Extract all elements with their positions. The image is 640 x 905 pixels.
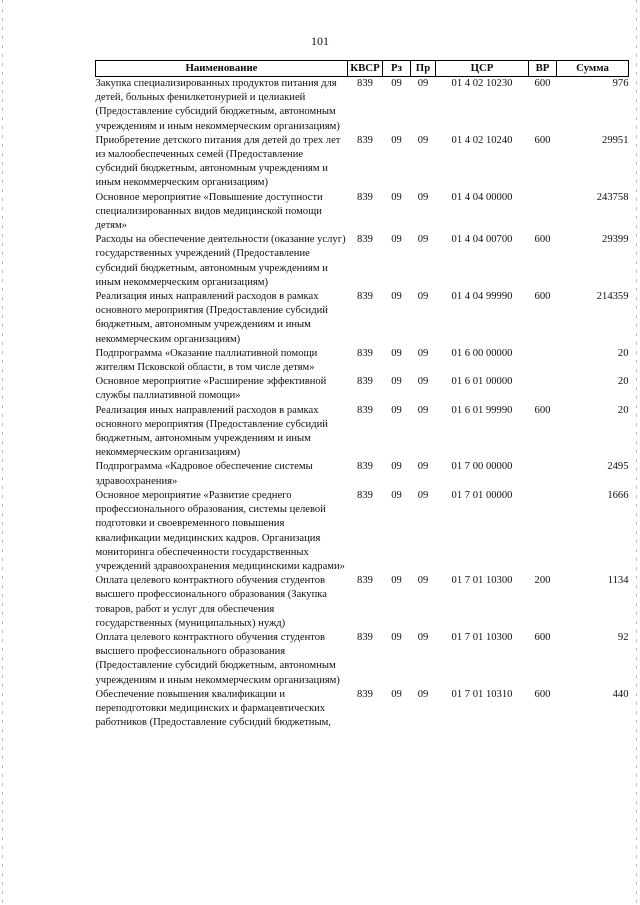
cell-csr: 01 4 04 99990	[451, 291, 513, 303]
cell-sum: 440	[612, 688, 629, 700]
cell-name: Приобретение детского питания для детей до трех лет из малообеспеченных семей (Предоставление субсидий бюджетным, автономным учреждениям и иным некоммерческим организациям)	[95, 134, 341, 189]
cell-csr: 01 4 04 00700	[451, 234, 513, 246]
cell-name: Подпрограмма «Кадровое обеспечение системы здравоохранения»	[95, 461, 313, 487]
cell-name: Реализация иных направлений расходов в рамках основного мероприятия (Предоставление субсидий бюджетным, автономным учреждениям и иным некоммерческим организациям)	[95, 291, 328, 345]
cell-sum: 1666	[607, 489, 629, 501]
col-header-vr: ВР	[529, 61, 557, 77]
cell-rz: 09	[391, 376, 402, 388]
col-header-sum: Сумма	[557, 61, 629, 77]
cell-kvsr: 839	[357, 78, 373, 89]
cell-kvsr: 839	[357, 347, 373, 359]
cell-vr: 600	[534, 631, 551, 643]
cell-sum: 976	[612, 78, 629, 89]
cell-kvsr: 839	[357, 688, 373, 700]
cell-rz: 09	[391, 234, 402, 246]
cell-csr: 01 7 01 00000	[451, 489, 513, 501]
col-header-rz: Рз	[383, 61, 411, 77]
cell-name: Оплата целевого контрактного обучения студентов высшего профессионального образования (Предоставление субсидий бюджетным, автономным учреждениям и иным некоммерческим организациям)	[95, 631, 340, 686]
cell-pr: 09	[417, 347, 429, 359]
cell-csr: 01 4 02 10230	[451, 78, 513, 89]
table-header-row	[96, 61, 629, 77]
cell-sum: 1134	[607, 575, 629, 587]
cell-kvsr: 839	[357, 461, 373, 473]
table-row	[96, 574, 629, 631]
cell-rz: 09	[391, 404, 402, 416]
cell-vr	[529, 489, 557, 574]
cell-rz: 09	[391, 688, 402, 700]
cell-rz: 09	[391, 291, 402, 303]
cell-kvsr: 839	[357, 291, 373, 303]
budget-table	[95, 60, 629, 730]
cell-pr: 09	[417, 631, 429, 643]
cell-csr: 01 7 01 10310	[451, 688, 513, 700]
cell-kvsr: 839	[357, 575, 373, 587]
cell-name: Обеспечение повышения квалификации и переподготовки медицинских и фармацевтических работников (Предоставление субсидий бюджетным,	[95, 688, 331, 729]
cell-pr: 09	[417, 291, 429, 303]
col-header-pr: Пр	[411, 61, 436, 77]
cell-vr: 200	[534, 575, 551, 587]
cell-vr: 600	[534, 404, 551, 416]
cell-rz: 09	[391, 461, 402, 473]
table-row	[96, 460, 629, 488]
cell-sum: 20	[617, 347, 629, 359]
table-row	[96, 347, 629, 375]
cell-csr: 01 7 01 10300	[451, 631, 513, 643]
cell-sum: 29399	[602, 234, 629, 246]
table-row	[96, 233, 629, 290]
cell-vr: 600	[534, 78, 551, 89]
cell-name: Подпрограмма «Оказание паллиативной помощи жителям Псковской области, в том числе детям»	[95, 347, 318, 374]
cell-rz: 09	[391, 489, 402, 501]
cell-pr: 09	[417, 234, 429, 246]
table-row	[96, 77, 629, 134]
cell-pr: 09	[417, 376, 429, 388]
cell-pr: 09	[417, 191, 429, 203]
cell-vr	[529, 347, 557, 375]
cell-kvsr: 839	[357, 404, 373, 416]
table-row	[96, 375, 629, 403]
cell-sum: 243758	[596, 191, 629, 203]
table-row	[96, 404, 629, 461]
scan-edge-right	[636, 0, 637, 905]
table-row	[96, 631, 629, 688]
table-row	[96, 489, 629, 574]
cell-pr: 09	[417, 575, 429, 587]
cell-pr: 09	[417, 134, 429, 146]
scan-edge-left	[2, 0, 3, 905]
cell-kvsr: 839	[357, 376, 373, 388]
cell-csr: 01 6 01 00000	[451, 376, 513, 388]
col-header-name: Наименование	[96, 61, 348, 77]
cell-csr: 01 6 01 99990	[451, 404, 513, 416]
cell-sum: 214359	[596, 291, 629, 303]
cell-csr: 01 6 00 00000	[451, 347, 513, 359]
table-row	[96, 134, 629, 191]
cell-vr	[529, 191, 557, 234]
cell-pr: 09	[417, 489, 429, 501]
cell-rz: 09	[391, 631, 402, 643]
cell-vr: 600	[534, 134, 551, 146]
cell-vr: 600	[534, 291, 551, 303]
cell-sum: 20	[617, 376, 629, 388]
cell-name: Основное мероприятие «Повышение доступности специализированных видов медицинской помощи детям»	[95, 191, 323, 232]
cell-pr: 09	[417, 688, 429, 700]
cell-name: Реализация иных направлений расходов в рамках основного мероприятия (Предоставление субсидий бюджетным, автономным учреждениям и иным некоммерческим организациям)	[95, 404, 328, 459]
cell-kvsr: 839	[357, 631, 373, 643]
page-number: 101	[311, 34, 329, 48]
cell-rz: 09	[391, 134, 402, 146]
cell-pr: 09	[417, 461, 429, 473]
cell-csr: 01 4 02 10240	[451, 134, 513, 146]
cell-csr: 01 4 04 00000	[451, 191, 513, 203]
cell-pr: 09	[417, 78, 429, 89]
cell-vr: 600	[534, 234, 551, 246]
cell-kvsr: 839	[357, 134, 373, 146]
cell-name: Закупка специализированных продуктов питания для детей, больных фенилкетонурией и целиакией (Предоставление субсидий бюджетным, автономным учреждениям и иным некоммерческим организациям)	[95, 78, 340, 132]
cell-kvsr: 839	[357, 191, 373, 203]
cell-pr: 09	[417, 404, 429, 416]
cell-rz: 09	[391, 78, 402, 89]
cell-name: Расходы на обеспечение деятельности (оказание услуг) государственных учреждений (Предоставление субсидий бюджетным, автономным учреждениям и иным некоммерческим организациям)	[95, 234, 346, 288]
cell-sum: 20	[617, 404, 629, 416]
cell-vr	[529, 375, 557, 403]
col-header-kvsr: КВСР	[348, 61, 383, 77]
cell-csr: 01 7 01 10300	[451, 575, 513, 587]
cell-vr: 600	[534, 688, 551, 700]
cell-sum: 2495	[607, 461, 629, 473]
cell-kvsr: 839	[357, 489, 373, 501]
table-row	[96, 191, 629, 234]
cell-csr: 01 7 00 00000	[451, 461, 513, 473]
cell-kvsr: 839	[357, 234, 373, 246]
cell-rz: 09	[391, 191, 402, 203]
cell-name: Основное мероприятие «Расширение эффективной службы паллиативной помощи»	[95, 376, 327, 402]
cell-rz: 09	[391, 347, 402, 359]
table-row	[96, 688, 629, 731]
cell-name: Основное мероприятие «Развитие среднего профессионального образования, системы целевой подготовки и своевременного повышения квалификации медицинских кадров. Организация мониторинга обеспеченности государственных учреждений здравоохранения медицинскими кадрами»	[95, 489, 345, 572]
cell-sum: 29951	[602, 134, 629, 146]
table-row	[96, 290, 629, 347]
col-header-csr: ЦСР	[436, 61, 529, 77]
cell-sum: 92	[617, 631, 629, 643]
cell-name: Оплата целевого контрактного обучения студентов высшего профессионального образования (Закупка товаров, работ и услуг для обеспечения государственных (муниципальных) нужд)	[95, 575, 327, 629]
cell-rz: 09	[391, 575, 402, 587]
cell-vr	[529, 460, 557, 488]
